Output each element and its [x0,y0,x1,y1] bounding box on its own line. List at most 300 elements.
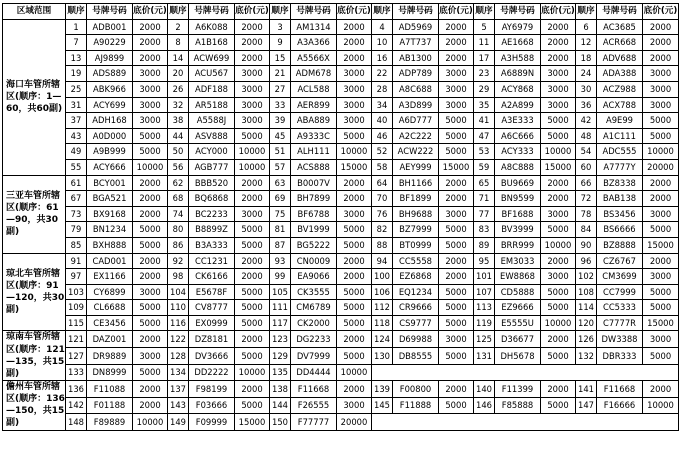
table-row [3,222,679,238]
plate-number: F16666 [597,397,643,414]
reserve-price: 2000 [643,19,679,35]
reserve-price: 5000 [643,128,679,144]
table-row [3,364,679,381]
plate-number: ACS888 [291,159,337,175]
order-number: 21 [270,66,291,82]
plate-number: DAZ001 [87,331,133,348]
plate-number: ADB001 [87,19,133,35]
order-number: 42 [576,113,597,129]
plate-number: BH7899 [291,191,337,207]
order-number: 98 [168,269,189,285]
reserve-price: 2000 [541,253,576,269]
reserve-price: 10000 [643,144,679,160]
reserve-price: 2000 [439,381,474,398]
order-number: 57 [270,159,291,175]
table-row [3,269,679,285]
column-header: 号牌号码 [393,4,439,20]
plate-number: F11399 [495,381,541,398]
plate-number: B3A333 [189,237,235,253]
reserve-price: 2000 [337,19,372,35]
order-number: 1 [66,19,87,35]
plate-number: A9333C [291,128,337,144]
reserve-price: 5000 [439,237,474,253]
plate-number: A90229 [87,35,133,51]
order-number: 49 [66,144,87,160]
plate-number: ADF188 [189,81,235,97]
reserve-price: 2000 [439,35,474,51]
column-header: 底价(元) [133,4,168,20]
reserve-price: 2000 [133,381,168,398]
reserve-price: 5000 [235,222,270,238]
order-number: 46 [372,128,393,144]
order-number: 106 [372,284,393,300]
table-row [3,144,679,160]
plate-number: BS6666 [597,222,643,238]
order-number: 143 [168,397,189,414]
order-number: 48 [576,128,597,144]
order-number: 88 [372,237,393,253]
order-number: 59 [474,159,495,175]
reserve-price: 3000 [643,81,679,97]
table-row [3,347,679,364]
plate-number: A3E333 [495,113,541,129]
plate-number: F11668 [597,381,643,398]
order-number: 9 [270,35,291,51]
plate-number: BV3999 [495,222,541,238]
plate-number: AR5188 [189,97,235,113]
column-header: 底价(元) [541,4,576,20]
plate-number: BN9599 [495,191,541,207]
reserve-price: 3000 [235,66,270,82]
table-row [3,19,679,35]
reserve-price: 5000 [133,222,168,238]
reserve-price: 10000 [643,397,679,414]
order-number: 54 [576,144,597,160]
reserve-price: 5000 [541,397,576,414]
reserve-price: 2000 [541,50,576,66]
order-number: 8 [168,35,189,51]
plate-number: F01188 [87,397,133,414]
reserve-price: 3000 [235,81,270,97]
reserve-price: 3000 [541,206,576,222]
order-number: 122 [168,331,189,348]
plate-number: A9E99 [597,113,643,129]
reserve-price: 3000 [133,347,168,364]
plate-number: AER899 [291,97,337,113]
order-number: 120 [576,315,597,331]
reserve-price: 2000 [235,50,270,66]
reserve-price: 5000 [439,128,474,144]
reserve-price: 2000 [337,269,372,285]
plate-number: BT0999 [393,237,439,253]
plate-number: BS3456 [597,206,643,222]
order-number: 118 [372,315,393,331]
plate-number: A5566X [291,50,337,66]
plate-number: ALH111 [291,144,337,160]
reserve-price: 2000 [337,175,372,191]
plate-number: CM6789 [291,300,337,316]
order-number: 58 [372,159,393,175]
reserve-price: 2000 [439,191,474,207]
reserve-price: 5000 [133,144,168,160]
reserve-price: 5000 [235,237,270,253]
table-row [3,66,679,82]
plate-number: AEY999 [393,159,439,175]
plate-number: AC3685 [597,19,643,35]
order-number: 40 [372,113,393,129]
plate-number: F85888 [495,397,541,414]
reserve-price: 5000 [439,222,474,238]
order-number: 25 [66,81,87,97]
reserve-price: 3000 [643,206,679,222]
plate-number: ACW222 [393,144,439,160]
reserve-price: 5000 [337,222,372,238]
plate-number: A2C222 [393,128,439,144]
plate-number: AGB777 [189,159,235,175]
order-number: 5 [474,19,495,35]
table-row [3,331,679,348]
plate-number: ACZ988 [597,81,643,97]
table-row [3,237,679,253]
reserve-price: 5000 [541,347,576,364]
reserve-price: 5000 [133,237,168,253]
plate-number: BXH888 [87,237,133,253]
plate-number: D69988 [393,331,439,348]
order-number: 39 [270,113,291,129]
table-row [3,175,679,191]
column-header: 底价(元) [439,4,474,20]
reserve-price: 5000 [439,284,474,300]
order-number: 50 [168,144,189,160]
order-number: 37 [66,113,87,129]
order-number: 79 [66,222,87,238]
plate-number: A1B168 [189,35,235,51]
reserve-price: 2000 [235,253,270,269]
plate-number: ACY699 [87,97,133,113]
plate-number: BRR999 [495,237,541,253]
reserve-price: 10000 [541,144,576,160]
order-number: 7 [66,35,87,51]
order-number: 70 [372,191,393,207]
plate-number: A1C111 [597,128,643,144]
order-number: 132 [576,347,597,364]
order-number: 89 [474,237,495,253]
reserve-price: 5000 [541,128,576,144]
order-number: 138 [270,381,291,398]
order-number: 80 [168,222,189,238]
reserve-price: 3000 [337,66,372,82]
plate-number: F09999 [189,414,235,431]
plate-number: BX9168 [87,206,133,222]
table-row [3,253,679,269]
plate-number: DG2233 [291,331,337,348]
column-header: 号牌号码 [291,4,337,20]
reserve-price: 5000 [439,113,474,129]
reserve-price: 2000 [643,381,679,398]
plate-number: ACY000 [189,144,235,160]
order-number: 86 [168,237,189,253]
plate-number: DD2222 [189,364,235,381]
plate-number: ADS889 [87,66,133,82]
order-number: 137 [168,381,189,398]
plate-number: A6C666 [495,128,541,144]
reserve-price: 2000 [133,206,168,222]
order-number: 64 [372,175,393,191]
reserve-price: 2000 [235,381,270,398]
reserve-price: 5000 [235,347,270,364]
reserve-price: 2000 [235,175,270,191]
order-number: 129 [270,347,291,364]
plate-number: A6K088 [189,19,235,35]
plate-number: CY6899 [87,284,133,300]
reserve-price: 10000 [133,159,168,175]
order-number: 135 [270,364,291,381]
plate-number: ADM678 [291,66,337,82]
order-number: 66 [576,175,597,191]
order-number: 110 [168,300,189,316]
plate-number: EX0999 [189,315,235,331]
reserve-price: 2000 [439,253,474,269]
reserve-price: 5000 [643,222,679,238]
plate-number: BQ6868 [189,191,235,207]
order-number: 74 [168,206,189,222]
order-number: 53 [474,144,495,160]
reserve-price: 10000 [337,144,372,160]
reserve-price: 2000 [235,269,270,285]
order-number: 127 [66,347,87,364]
reserve-price: 10000 [541,237,576,253]
reserve-price: 2000 [133,50,168,66]
plate-number: F00800 [393,381,439,398]
order-number: 36 [576,97,597,113]
order-number: 95 [474,253,495,269]
reserve-price: 3000 [439,331,474,348]
plate-number: AY6979 [495,19,541,35]
order-number: 142 [66,397,87,414]
reserve-price: 15000 [643,315,679,331]
plate-number: BBB520 [189,175,235,191]
order-number: 108 [576,284,597,300]
column-header: 顺序 [270,4,291,20]
column-header: 底价(元) [337,4,372,20]
reserve-price: 3000 [235,206,270,222]
column-header: 顺序 [66,4,87,20]
reserve-price: 15000 [643,237,679,253]
reserve-price: 3000 [133,66,168,82]
reserve-price: 2000 [541,35,576,51]
order-number: 34 [372,97,393,113]
table-row [3,381,679,398]
reserve-price: 3000 [541,66,576,82]
reserve-price: 5000 [235,128,270,144]
order-number: 51 [270,144,291,160]
plate-number: F98199 [189,381,235,398]
plate-number: ADV688 [597,50,643,66]
reserve-price: 3000 [643,269,679,285]
order-number: 62 [168,175,189,191]
reserve-price: 5000 [337,347,372,364]
order-number: 111 [270,300,291,316]
order-number: 94 [372,253,393,269]
reserve-price: 3000 [337,81,372,97]
order-number: 102 [576,269,597,285]
reserve-price: 5000 [643,113,679,129]
plate-number: A3A366 [291,35,337,51]
reserve-price: 3000 [439,66,474,82]
order-number: 29 [474,81,495,97]
order-number: 124 [372,331,393,348]
reserve-price: 5000 [235,300,270,316]
reserve-price: 15000 [337,159,372,175]
reserve-price: 10000 [235,144,270,160]
order-number: 92 [168,253,189,269]
plate-number: ADC555 [597,144,643,160]
plate-number: A6D777 [393,113,439,129]
reserve-price: 5000 [541,284,576,300]
order-number: 35 [474,97,495,113]
table-row [3,397,679,414]
reserve-price: 2000 [337,253,372,269]
reserve-price: 2000 [133,35,168,51]
reserve-price: 2000 [643,35,679,51]
region-label: 三亚车管所辖区(顺序：61—90，共30副) [3,175,66,253]
column-header: 号牌号码 [189,4,235,20]
reserve-price: 2000 [133,253,168,269]
reserve-price: 2000 [541,19,576,35]
reserve-price: 3000 [439,97,474,113]
reserve-price: 2000 [235,331,270,348]
order-number: 85 [66,237,87,253]
plate-number: A8C688 [393,81,439,97]
region-label: 儋州车管所辖区(顺序：136—150，共15副) [3,381,66,431]
reserve-price: 3000 [643,66,679,82]
table-row [3,315,679,331]
order-number: 73 [66,206,87,222]
plate-number: CS9777 [393,315,439,331]
plate-number: CL6688 [87,300,133,316]
order-number: 83 [474,222,495,238]
plate-number: F89889 [87,414,133,431]
plate-number: CAD001 [87,253,133,269]
order-number: 91 [66,253,87,269]
order-number: 148 [66,414,87,431]
reserve-price: 5000 [337,237,372,253]
reserve-price: 5000 [541,300,576,316]
plate-number: ADP789 [393,66,439,82]
plate-number: B8899Z [189,222,235,238]
reserve-price: 5000 [337,300,372,316]
reserve-price: 5000 [643,347,679,364]
order-number: 131 [474,347,495,364]
plate-number: CK3555 [291,284,337,300]
reserve-price: 5000 [439,144,474,160]
reserve-price: 10000 [133,414,168,431]
table-header-row [3,4,679,20]
plate-number: DV3666 [189,347,235,364]
column-header: 号牌号码 [597,4,643,20]
column-header: 顺序 [576,4,597,20]
plate-number: E5555U [495,315,541,331]
plate-number: BF1899 [393,191,439,207]
order-number: 26 [168,81,189,97]
column-header: 底价(元) [643,4,679,20]
table-row [3,284,679,300]
plate-number: CN0009 [291,253,337,269]
region-label: 海口车管所辖区(顺序：1—60，共60副) [3,19,66,175]
plate-number: ACL588 [291,81,337,97]
reserve-price: 2000 [439,19,474,35]
order-number: 31 [66,97,87,113]
table-row [3,191,679,207]
plate-number: F03666 [189,397,235,414]
reserve-price: 3000 [133,97,168,113]
order-number: 105 [270,284,291,300]
reserve-price: 3000 [643,331,679,348]
order-number: 115 [66,315,87,331]
reserve-price: 3000 [337,97,372,113]
reserve-price: 2000 [643,191,679,207]
order-number: 41 [474,113,495,129]
order-number: 69 [270,191,291,207]
order-number: 63 [270,175,291,191]
plate-number: BU9669 [495,175,541,191]
plate-number: EZ9666 [495,300,541,316]
plate-number: CK6166 [189,269,235,285]
reserve-price: 2000 [541,331,576,348]
order-number: 101 [474,269,495,285]
plate-number: DD4444 [291,364,337,381]
plate-number: DH5678 [495,347,541,364]
plate-number: A3H588 [495,50,541,66]
reserve-price: 3000 [235,113,270,129]
plate-number: E5678F [189,284,235,300]
table-row [3,300,679,316]
order-number: 123 [270,331,291,348]
reserve-price: 5000 [643,300,679,316]
reserve-price: 20000 [337,414,372,431]
reserve-price: 3000 [439,206,474,222]
order-number: 38 [168,113,189,129]
reserve-price: 2000 [235,191,270,207]
order-number: 87 [270,237,291,253]
plate-number: ACW699 [189,50,235,66]
plate-number: BF1688 [495,206,541,222]
plate-number: F11088 [87,381,133,398]
order-number: 67 [66,191,87,207]
column-header: 号牌号码 [495,4,541,20]
order-number: 65 [474,175,495,191]
order-number: 114 [576,300,597,316]
order-number: 30 [576,81,597,97]
order-number: 82 [372,222,393,238]
reserve-price: 3000 [643,97,679,113]
order-number: 2 [168,19,189,35]
order-number: 119 [474,315,495,331]
reserve-price: 10000 [337,364,372,381]
plate-number: EA9066 [291,269,337,285]
order-number: 116 [168,315,189,331]
plate-number: F11668 [291,381,337,398]
order-number: 3 [270,19,291,35]
order-number: 121 [66,331,87,348]
reserve-price: 5000 [235,397,270,414]
reserve-price: 5000 [337,128,372,144]
column-header: 顺序 [474,4,495,20]
reserve-price: 2000 [439,50,474,66]
plate-number: A0D000 [87,128,133,144]
plate-auction-table [2,3,679,431]
order-number: 109 [66,300,87,316]
